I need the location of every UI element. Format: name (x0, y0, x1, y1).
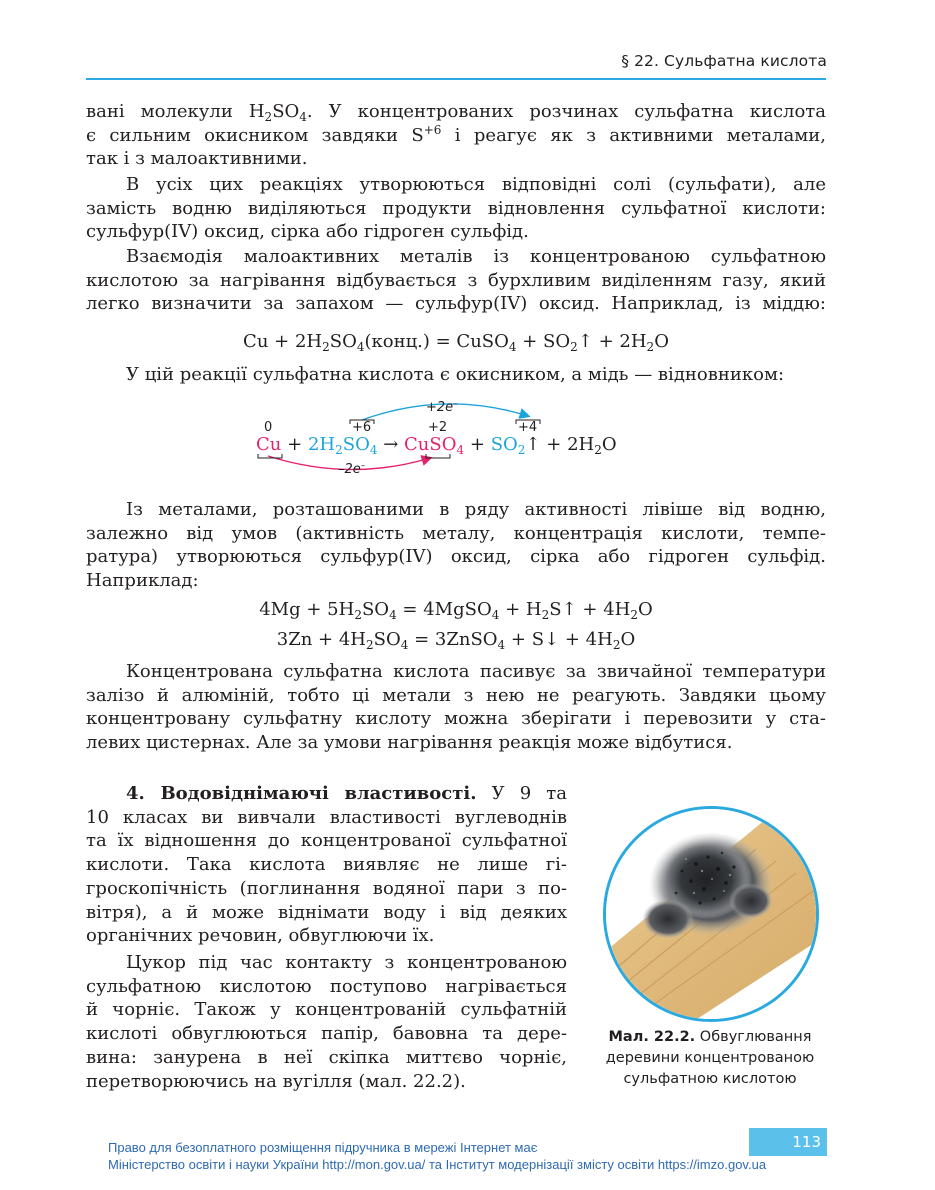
text-line: залізо й алюміній, тобто ці метали з нею не реагують. Завдяки цьому (86, 684, 826, 706)
caption-line: сульфатною кислотою (623, 1071, 797, 1087)
text-line: вина: занурена в неї скіпка миттєво чорніє, (86, 1046, 567, 1068)
paragraph-8 (86, 951, 567, 1093)
page-number: 113 (749, 1128, 827, 1156)
paragraph-7 (86, 782, 567, 948)
charred-wood-illustration (606, 809, 816, 1019)
text-line: 4. Водовіднімаючі властивості. У 9 та (126, 783, 567, 804)
paragraph-5 (86, 498, 826, 593)
text-line: перетворюючись на вугілля (мал. 22.2). (86, 1070, 466, 1092)
text-line: У цій реакції сульфатна кислота є окисником, а мідь — відновником: (126, 364, 785, 385)
header-divider (86, 78, 826, 80)
equation-copper: $Cu + 2H_2SO_4(конц.)$ = CuSO$_4$ + $SO_2↑ + 2H_2O$ (243, 331, 669, 354)
footer-notice (108, 1139, 828, 1173)
electrons-gained-label: +2e– (426, 399, 458, 415)
paragraph-1 (86, 100, 826, 171)
text-line: сульфатною кислотою поступово нагрівається (86, 975, 567, 997)
caption-line: деревини концентрованою (605, 1050, 815, 1066)
text-line: є сильним окисником завдяки $S^{+6}$ і реагує як з активними металами, (86, 122, 826, 146)
text-line: вані молекули $H_2SO_4$. У концентрованих розчинах сульфатна кислота (86, 101, 826, 124)
text-line: левих цистернах. Але за умови нагрівання реакція може відбутися. (86, 732, 733, 754)
paragraph-6 (86, 660, 826, 755)
text-line: й чорніє. Також у концентрованій сульфатній (86, 999, 567, 1021)
text-line: органічних речовин, обвуглюючи їх. (86, 925, 435, 947)
oxidation-state-cu-right: +2 (428, 420, 448, 435)
oxidation-state-cu: 0 (264, 420, 273, 435)
text-line: залежно від умов (активність металу, концентрація кислоти, темпе- (86, 522, 826, 544)
equation-magnesium: $4Mg + 5H_2SO_4$ = 4MgSO$_4$ + $H_2S↑ + 4H_2O$ (259, 599, 653, 622)
paragraph-3 (86, 245, 826, 316)
text-line: В усіх цих реакціях утворюються відповідні солі (сульфати), але (126, 174, 826, 195)
caption-line: Мал. 22.2. Обвуглювання (608, 1029, 812, 1045)
oxidation-state-s-left: +6 (352, 420, 372, 435)
text-line: Цукор під час контакту з концентрованою (126, 952, 567, 973)
text-line: кислоті обвуглюються папір, бавовна та дере- (86, 1023, 567, 1045)
footer-line: Право для безоплатного розміщення підручника в мережі Інтернет має (108, 1140, 538, 1155)
text-line: легко визначити за запахом — сульфур(IV) оксид. Наприклад, із міддю: (86, 293, 826, 315)
equation-zinc: $3Zn + 4H_2SO_4$ = 3ZnSO$_4$ + S↓ + $4H_2O$ (276, 629, 636, 652)
text-line: замість водню виділяються продукти відновлення сульфатної кислоти: (86, 197, 826, 219)
text-line: Взаємодія малоактивних металів із концентрованою сульфатною (126, 246, 826, 267)
redox-equation: $Cu + 2H_2SO_4$ → CuSO$_4$ + $SO_2↑ + 2H_2O$ (256, 434, 617, 457)
text-line: вітря), а й може віднімати воду і від деяких (86, 901, 567, 923)
caption-label: Мал. 22.2. (608, 1029, 696, 1045)
text-line: гроскопічність (поглинання водяної пари з по- (86, 877, 567, 899)
running-header: § 22. Сульфатна кислота (621, 52, 827, 70)
paragraph-4 (86, 363, 826, 387)
text-line: так і з малоактивними. (86, 148, 308, 170)
text-line: та їх відношення до концентрованої сульфатної (86, 830, 567, 852)
text-line: 10 класах ви вивчали властивості вуглеводнів (86, 806, 567, 828)
paragraph-2 (86, 173, 826, 244)
figure-charred-wood (603, 806, 819, 1022)
text-line: ратура) утворюються сульфур(IV) оксид, сірка або гідроген сульфід. (86, 546, 826, 568)
electrons-lost-label: –2e– (338, 461, 366, 477)
text-line: кислотою за нагрівання відбувається з бурхливим виділенням газу, який (86, 269, 826, 291)
text-line: Концентрована сульфатна кислота пасивує за звичайної температури (126, 661, 826, 682)
figure-caption (590, 1027, 830, 1090)
text-line: кислоти. Така кислота виявляє не лише гі- (86, 854, 567, 876)
redox-diagram (250, 398, 670, 480)
text-line: сульфур(IV) оксид, сірка або гідроген сульфід. (86, 221, 529, 243)
text-line: концентровану сульфатну кислоту можна зберігати і перевозити у ста- (86, 708, 826, 730)
footer-line: Міністерство освіти і науки України http://mon.gov.ua/ та Інститут модернізації змісту освіти https://imzo.gov.ua (108, 1157, 767, 1172)
oxidation-state-s-right: +4 (518, 420, 538, 435)
section-heading: 4. Водовіднімаючі властивості. (126, 783, 477, 804)
text-line: Із металами, розташованими в ряду активності лівіше від водню, (126, 499, 826, 520)
text-line: Наприклад: (86, 570, 199, 592)
